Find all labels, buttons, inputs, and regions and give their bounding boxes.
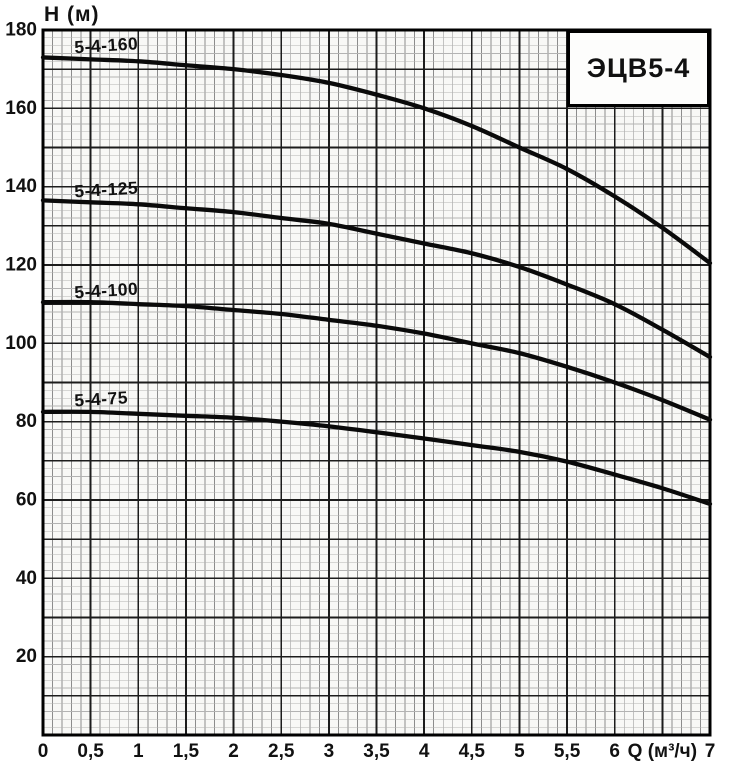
- x-tick-0: 0: [37, 741, 49, 762]
- y-tick-180: 180: [5, 19, 37, 41]
- x-tick-labels: [38, 741, 716, 762]
- y-tick-100: 100: [5, 332, 37, 354]
- x-tick-3: 1,5: [172, 741, 200, 762]
- x-tick-1: 0,5: [77, 741, 104, 762]
- x-tick-14: 7: [704, 741, 716, 762]
- x-tick-5: 2,5: [268, 741, 295, 762]
- x-tick-4: 2: [228, 741, 239, 762]
- x-tick-13: Q (м³/ч): [627, 741, 698, 762]
- x-tick-10: 5: [514, 741, 525, 762]
- x-tick-12: 6: [609, 741, 621, 762]
- y-tick-labels: [5, 20, 37, 668]
- chart-title: ЭЦВ5-4: [586, 53, 691, 83]
- y-tick-40: 40: [15, 567, 37, 589]
- y-tick-60: 60: [15, 489, 37, 511]
- x-tick-7: 3,5: [363, 741, 390, 762]
- curve-label-5-4-100: 5-4-100: [73, 278, 139, 303]
- y-tick-80: 80: [15, 411, 37, 433]
- curve-label-5-4-160: 5-4-160: [73, 33, 139, 58]
- x-tick-6: 3: [323, 741, 335, 762]
- y-tick-20: 20: [15, 646, 37, 668]
- x-tick-9: 4,5: [458, 741, 485, 762]
- x-tick-2: 1: [132, 741, 144, 762]
- y-axis-title: H (м): [44, 3, 100, 26]
- curve-label-5-4-75: 5-4-75: [73, 387, 129, 411]
- y-tick-140: 140: [5, 176, 37, 198]
- y-tick-120: 120: [5, 254, 37, 276]
- curve-label-5-4-125: 5-4-125: [73, 177, 139, 202]
- x-tick-11: 5,5: [553, 741, 581, 762]
- x-tick-8: 4: [418, 741, 430, 762]
- chart-title-box: [567, 30, 710, 107]
- y-tick-160: 160: [5, 97, 37, 119]
